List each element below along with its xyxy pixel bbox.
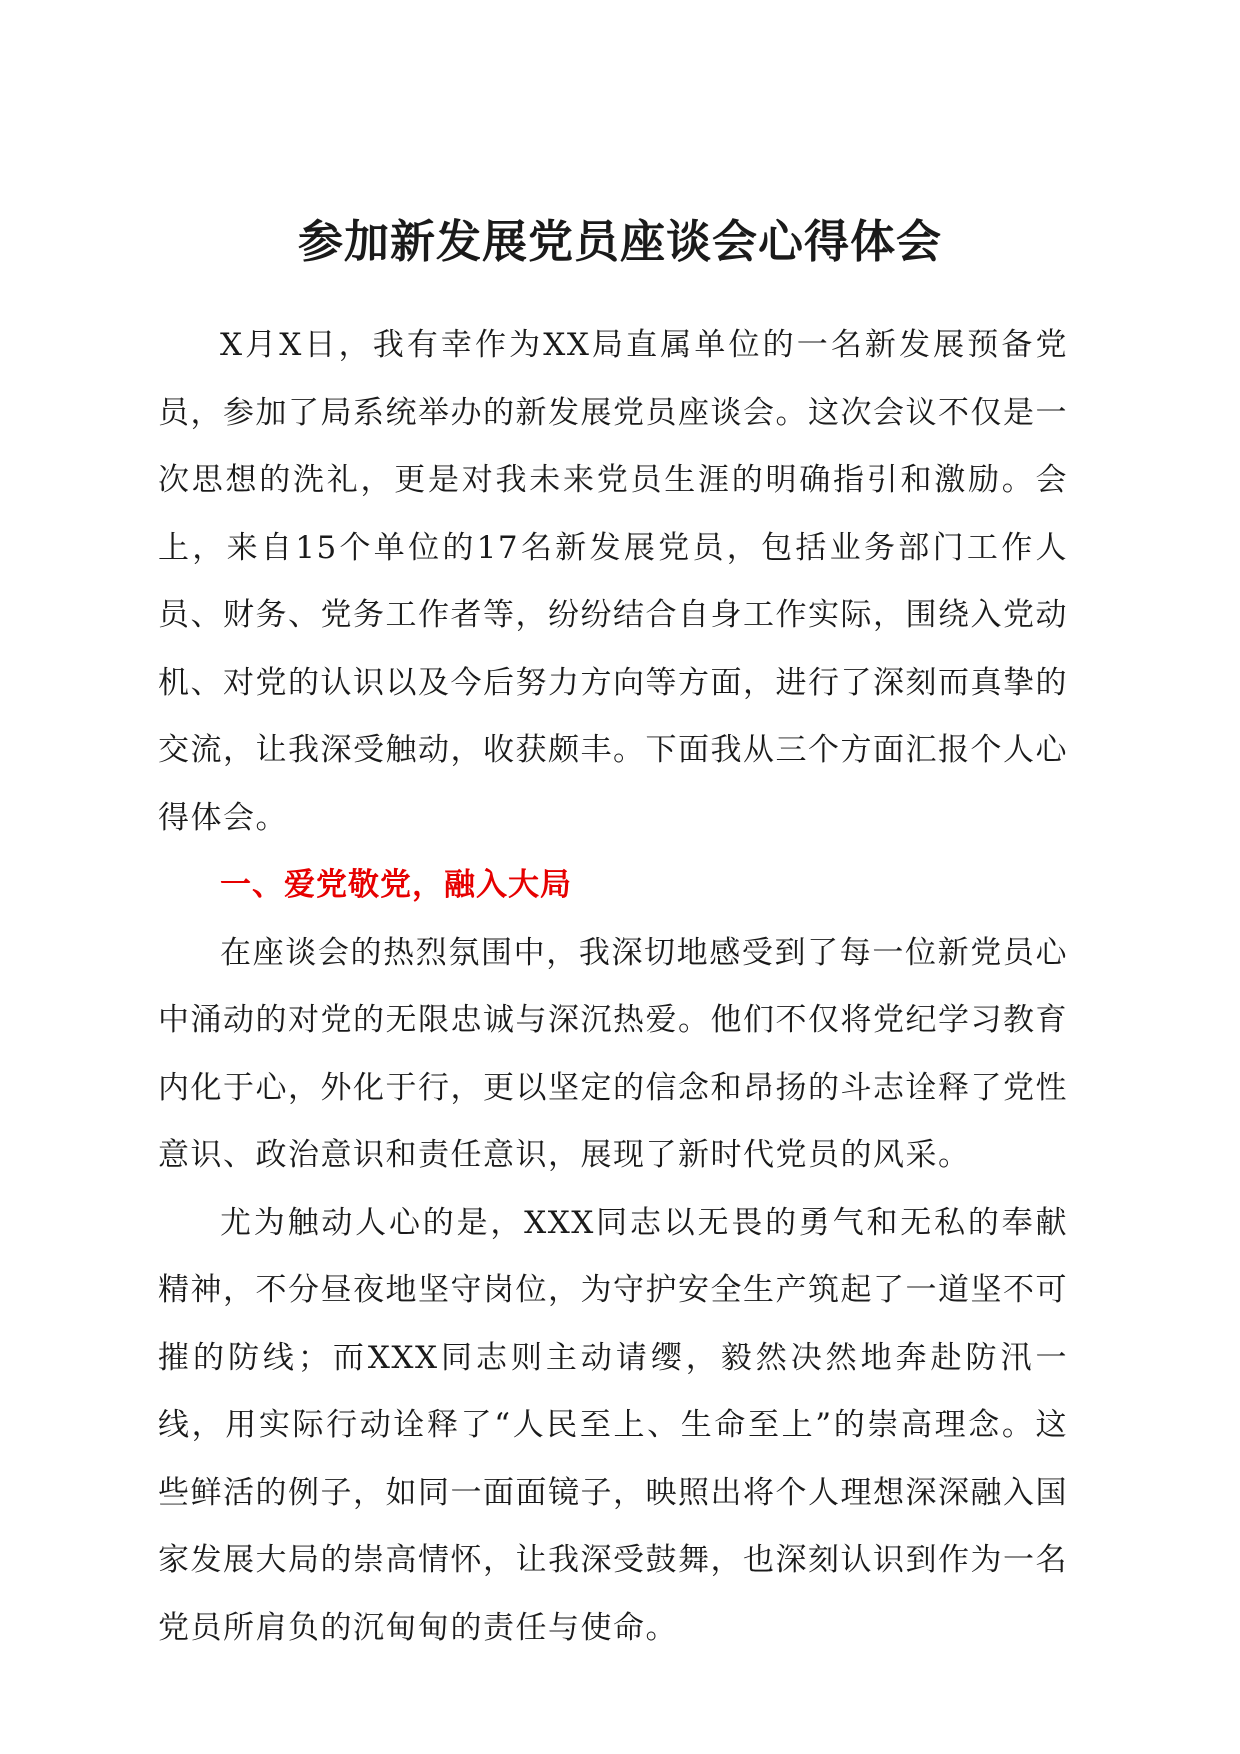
document-title: 参加新发展党员座谈会心得体会: [297, 215, 942, 268]
intro-paragraph: X月X日，我有幸作为XX局直属单位的一名新发展预备党员，参加了局系统举办的新发展党员座谈会。这次会议不仅是一次思想的洗礼，更是对我未来党员生涯的明确指引和激励。会上，来自15个单位的17名新发展党员，包括业务部门工作人员、财务、党务工作者等，纷纷结合自身工作实际，围绕入党动机、对党的认识以及今后努力方向等方面，进行了深刻而真挚的交流，让我深受触动，收获颇丰。下面我从三个方面汇报个人心得体会。: [158, 327, 1068, 836]
section1-paragraph-2: 尤为触动人心的是，XXX同志以无畏的勇气和无私的奉献精神，不分昼夜地坚守岗位，为守护安全生产筑起了一道坚不可摧的防线；而XXX同志则主动请缨，毅然决然地奔赴防汛一线，用实际行动诠释了“人民至上、生命至上”的崇高理念。这些鲜活的例子，如同一面面镜子，映照出将个人理想深深融入国家发展大局的崇高情怀，让我深受鼓舞，也深刻认识到作为一名党员所肩负的沉甸甸的责任与使命。: [158, 1204, 1068, 1646]
section1-paragraph-1: 在座谈会的热烈氛围中，我深切地感受到了每一位新党员心中涌动的对党的无限忠诚与深沉热爱。他们不仅将党纪学习教育内化于心，外化于行，更以坚定的信念和昂扬的斗志诠释了党性意识、政治意识和责任意识，展现了新时代党员的风采。: [158, 934, 1068, 1173]
document-body: [158, 312, 1068, 1662]
section-heading-1: 一、爱党敬党，融入大局: [220, 867, 572, 903]
